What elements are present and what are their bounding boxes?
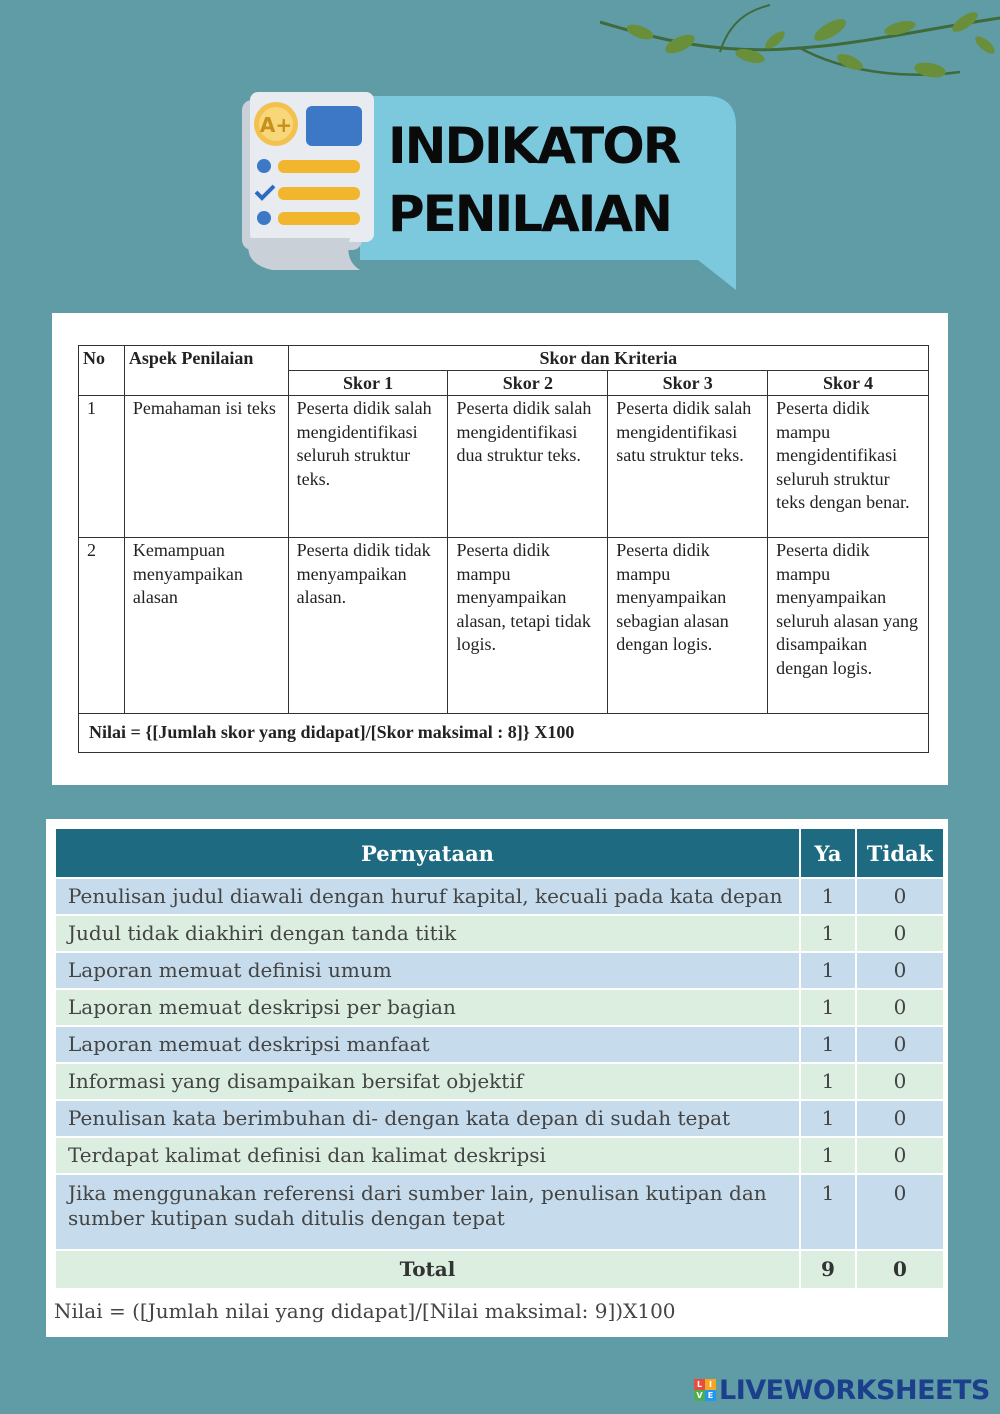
tidak-cell: 0 [856,1137,944,1174]
total-ya: 9 [800,1250,856,1289]
checklist-row [55,989,944,1026]
pernyataan-cell: Laporan memuat deskripsi manfaat [55,1026,800,1063]
tidak-cell: 0 [856,878,944,915]
rubric-formula: Nilai = {[Jumlah skor yang didapat]/[Skor maksimal : 8]} X100 [79,714,929,753]
checklist-formula: Nilai = ([Jumlah nilai yang didapat]/[Nilai maksimal: 9])X100 [54,1299,676,1323]
pernyataan-cell: Jika menggunakan referensi dari sumber lain, penulisan kutipan dan sumber kutipan sudah ditulis dengan tepat [55,1174,800,1250]
col-pernyataan-header: Pernyataan [55,828,800,878]
checklist-row [55,1137,944,1174]
checklist-table [54,827,945,1290]
ya-cell: 1 [800,915,856,952]
skor-1-header: Skor 1 [288,371,448,396]
pernyataan-cell: Penulisan judul diawali dengan huruf kapital, kecuali pada kata depan [55,878,800,915]
tidak-cell: 0 [856,1174,944,1250]
rubric-row [79,538,929,714]
rubric-aspek: Kemampuan menyampaikan alasan [124,538,288,714]
col-skor-kriteria-header: Skor dan Kriteria [288,346,928,371]
checklist-row [55,878,944,915]
rubric-skor-2: Peserta didik salah mengidentifikasi dua struktur teks. [448,396,608,538]
liveworksheets-mark-icon [694,1379,716,1401]
rubric-skor-4: Peserta didik mampu menyampaikan seluruh alasan yang disampaikan dengan logis. [768,538,929,714]
rubric-no: 2 [79,538,125,714]
logo-mark-e: E [705,1390,716,1401]
skor-2-header: Skor 2 [448,371,608,396]
pernyataan-cell: Judul tidak diakhiri dengan tanda titik [55,915,800,952]
logo-mark-l: L [694,1379,705,1390]
rubric-skor-3: Peserta didik mampu menyampaikan sebagian alasan dengan logis. [608,538,768,714]
rubric-skor-1: Peserta didik salah mengidentifikasi seluruh struktur teks. [288,396,448,538]
ya-cell: 1 [800,878,856,915]
total-row [55,1250,944,1289]
pernyataan-cell: Laporan memuat deskripsi per bagian [55,989,800,1026]
rubric-skor-4: Peserta didik mampu mengidentifikasi seluruh struktur teks dengan benar. [768,396,929,538]
pernyataan-cell: Informasi yang disampaikan bersifat objektif [55,1063,800,1100]
col-no-header: No [79,346,125,396]
rubric-skor-2: Peserta didik mampu menyampaikan alasan, tetapi tidak logis. [448,538,608,714]
title-line-2: PENILAIAN [388,185,671,243]
ya-cell: 1 [800,1174,856,1250]
ya-cell: 1 [800,1026,856,1063]
checklist-row [55,952,944,989]
report-card-icon [232,88,382,278]
checklist-row [55,1100,944,1137]
rubric-table [78,345,929,753]
col-ya-header: Ya [800,828,856,878]
pernyataan-cell: Terdapat kalimat definisi dan kalimat deskripsi [55,1137,800,1174]
col-aspek-header: Aspek Penilaian [124,346,288,396]
ya-cell: 1 [800,989,856,1026]
tidak-cell: 0 [856,989,944,1026]
logo-mark-v: V [694,1390,705,1401]
logo-mark-i: I [705,1379,716,1390]
rubric-row [79,396,929,538]
pernyataan-cell: Laporan memuat definisi umum [55,952,800,989]
ya-cell: 1 [800,1137,856,1174]
checklist-row [55,1063,944,1100]
skor-3-header: Skor 3 [608,371,768,396]
pernyataan-cell: Penulisan kata berimbuhan di- dengan kata depan di sudah tepat [55,1100,800,1137]
title-line-1: INDIKATOR [388,117,680,175]
rubric-panel [52,313,948,785]
col-tidak-header: Tidak [856,828,944,878]
ya-cell: 1 [800,1063,856,1100]
tidak-cell: 0 [856,1026,944,1063]
checklist-row [55,1174,944,1250]
checklist-row [55,1026,944,1063]
rubric-skor-1: Peserta didik tidak menyampaikan alasan. [288,538,448,714]
tidak-cell: 0 [856,1100,944,1137]
liveworksheets-logo[interactable] [694,1372,990,1408]
checklist-panel [46,819,948,1337]
rubric-no: 1 [79,396,125,538]
rubric-aspek: Pemahaman isi teks [124,396,288,538]
badge-text: A+ [259,113,293,137]
checklist-row [55,915,944,952]
ya-cell: 1 [800,1100,856,1137]
total-label: Total [55,1250,800,1289]
total-tidak: 0 [856,1250,944,1289]
tidak-cell: 0 [856,1063,944,1100]
skor-4-header: Skor 4 [768,371,929,396]
logo-text: LIVEWORKSHEETS [719,1374,990,1406]
page-title [388,112,718,248]
tidak-cell: 0 [856,915,944,952]
rubric-skor-3: Peserta didik salah mengidentifikasi satu struktur teks. [608,396,768,538]
ya-cell: 1 [800,952,856,989]
vine-decoration [600,0,1000,100]
tidak-cell: 0 [856,952,944,989]
